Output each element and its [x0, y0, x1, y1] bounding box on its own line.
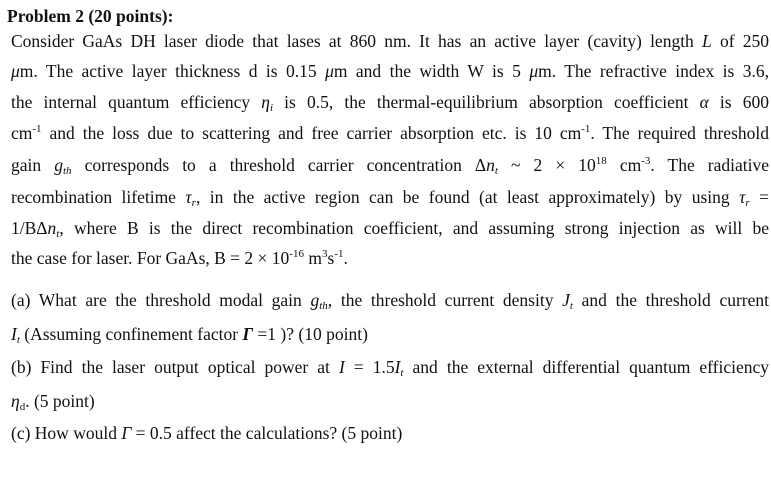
text-segment: Γ: [121, 423, 132, 443]
text-segment: m and the width W is 5: [333, 61, 530, 81]
text-segment: gain: [11, 155, 55, 175]
text-segment: .: [343, 248, 348, 268]
text-segment: t: [400, 367, 404, 379]
text-segment: τ: [739, 187, 746, 207]
text-segment: (b) Find the laser output optical power at: [11, 357, 339, 377]
text-line: [11, 186, 769, 208]
text-segment: . The required threshold: [590, 123, 769, 143]
text-segment: , in the active region can be found (at least approximately) by using: [195, 187, 740, 207]
text-line: [11, 30, 769, 52]
text-segment: the internal quantum efficiency: [11, 92, 262, 112]
text-segment: r: [745, 197, 750, 209]
text-line: [11, 422, 769, 444]
text-segment: corresponds to a threshold carrier concentration Δ: [71, 155, 487, 175]
text-segment: τ: [185, 187, 192, 207]
text-line: [11, 154, 769, 176]
text-segment: n: [486, 155, 495, 175]
text-segment: i: [269, 102, 274, 114]
text-segment: t: [569, 300, 573, 312]
text-segment: , where B is the direct recombination coefficient, and assuming strong injection as will be: [59, 218, 769, 238]
text-segment: is 0.5, the thermal-equilibrium absorption coefficient: [273, 92, 700, 112]
text-segment: g: [310, 290, 320, 310]
text-segment: and the external differential quantum efficiency: [403, 357, 770, 377]
text-segment: μ: [529, 61, 539, 81]
problem-title: Problem 2 (20 points):: [7, 6, 174, 26]
text-segment: t: [494, 165, 498, 177]
text-segment: cm: [606, 155, 642, 175]
text-segment: and the loss due to scattering and free carrier absorption etc. is 10 cm: [41, 123, 582, 143]
text-segment: . The radiative: [650, 155, 770, 175]
text-segment: of 250: [711, 31, 770, 51]
text-line: [11, 91, 769, 113]
text-segment: I: [338, 357, 345, 377]
text-segment: =1 )? (10 point): [253, 324, 368, 344]
text-segment: (Assuming confinement factor: [19, 324, 243, 344]
text-segment: m: [303, 248, 322, 268]
text-segment: , the threshold current density: [327, 290, 563, 310]
text-segment: ~ 2 × 10: [497, 155, 596, 175]
text-segment: =: [749, 187, 769, 207]
text-segment: r: [191, 197, 196, 209]
text-segment: (a) What are the threshold modal gain: [11, 290, 311, 310]
text-line: [11, 390, 769, 412]
text-segment: J: [562, 290, 570, 310]
text-segment: I: [11, 324, 17, 344]
text-segment: and the threshold current: [572, 290, 770, 310]
text-segment: s: [327, 248, 335, 268]
text-segment: -3: [641, 155, 651, 167]
text-segment: μ: [325, 61, 334, 81]
text-line: [11, 122, 769, 144]
text-segment: α: [699, 92, 709, 112]
text-segment: (c) How would: [11, 423, 122, 443]
text-segment: I: [394, 357, 401, 377]
text-segment: η: [261, 92, 270, 112]
text-segment: L: [702, 31, 712, 51]
text-segment: 3: [321, 248, 328, 260]
text-segment: m. The refractive index is 3.6,: [538, 61, 769, 81]
text-segment: m. The active layer thickness d is 0.15: [19, 61, 326, 81]
text-segment: n: [47, 218, 57, 238]
text-segment: -1: [32, 123, 42, 135]
text-segment: -16: [289, 248, 304, 260]
text-segment: 1/BΔ: [11, 218, 48, 238]
text-segment: η: [11, 391, 20, 411]
text-segment: -1: [581, 123, 591, 135]
text-segment: = 1.5: [344, 357, 395, 377]
text-segment: d: [19, 401, 26, 413]
text-line: [11, 323, 769, 345]
text-line: [11, 356, 769, 378]
text-line: [11, 247, 769, 269]
text-segment: Consider GaAs DH laser diode that lases at 860 nm. It has an active layer (cavity) length: [11, 31, 703, 51]
text-segment: g: [54, 155, 63, 175]
text-line: [11, 289, 769, 311]
text-segment: th: [319, 300, 328, 312]
text-segment: the case for laser. For GaAs, B = 2 × 10: [11, 248, 290, 268]
text-segment: is 600: [708, 92, 769, 112]
text-segment: t: [16, 334, 20, 346]
text-segment: . (5 point): [25, 391, 95, 411]
text-segment: = 0.5 affect the calculations? (5 point): [131, 423, 403, 443]
text-segment: Γ: [242, 324, 254, 344]
text-segment: 18: [595, 155, 607, 167]
text-segment: recombination lifetime: [11, 187, 186, 207]
text-segment: t: [56, 228, 60, 240]
text-segment: μ: [11, 61, 20, 81]
text-segment: cm: [11, 123, 33, 143]
text-line: [11, 217, 769, 239]
text-segment: -1: [334, 248, 344, 260]
text-segment: th: [62, 165, 72, 177]
text-line: [11, 60, 769, 82]
